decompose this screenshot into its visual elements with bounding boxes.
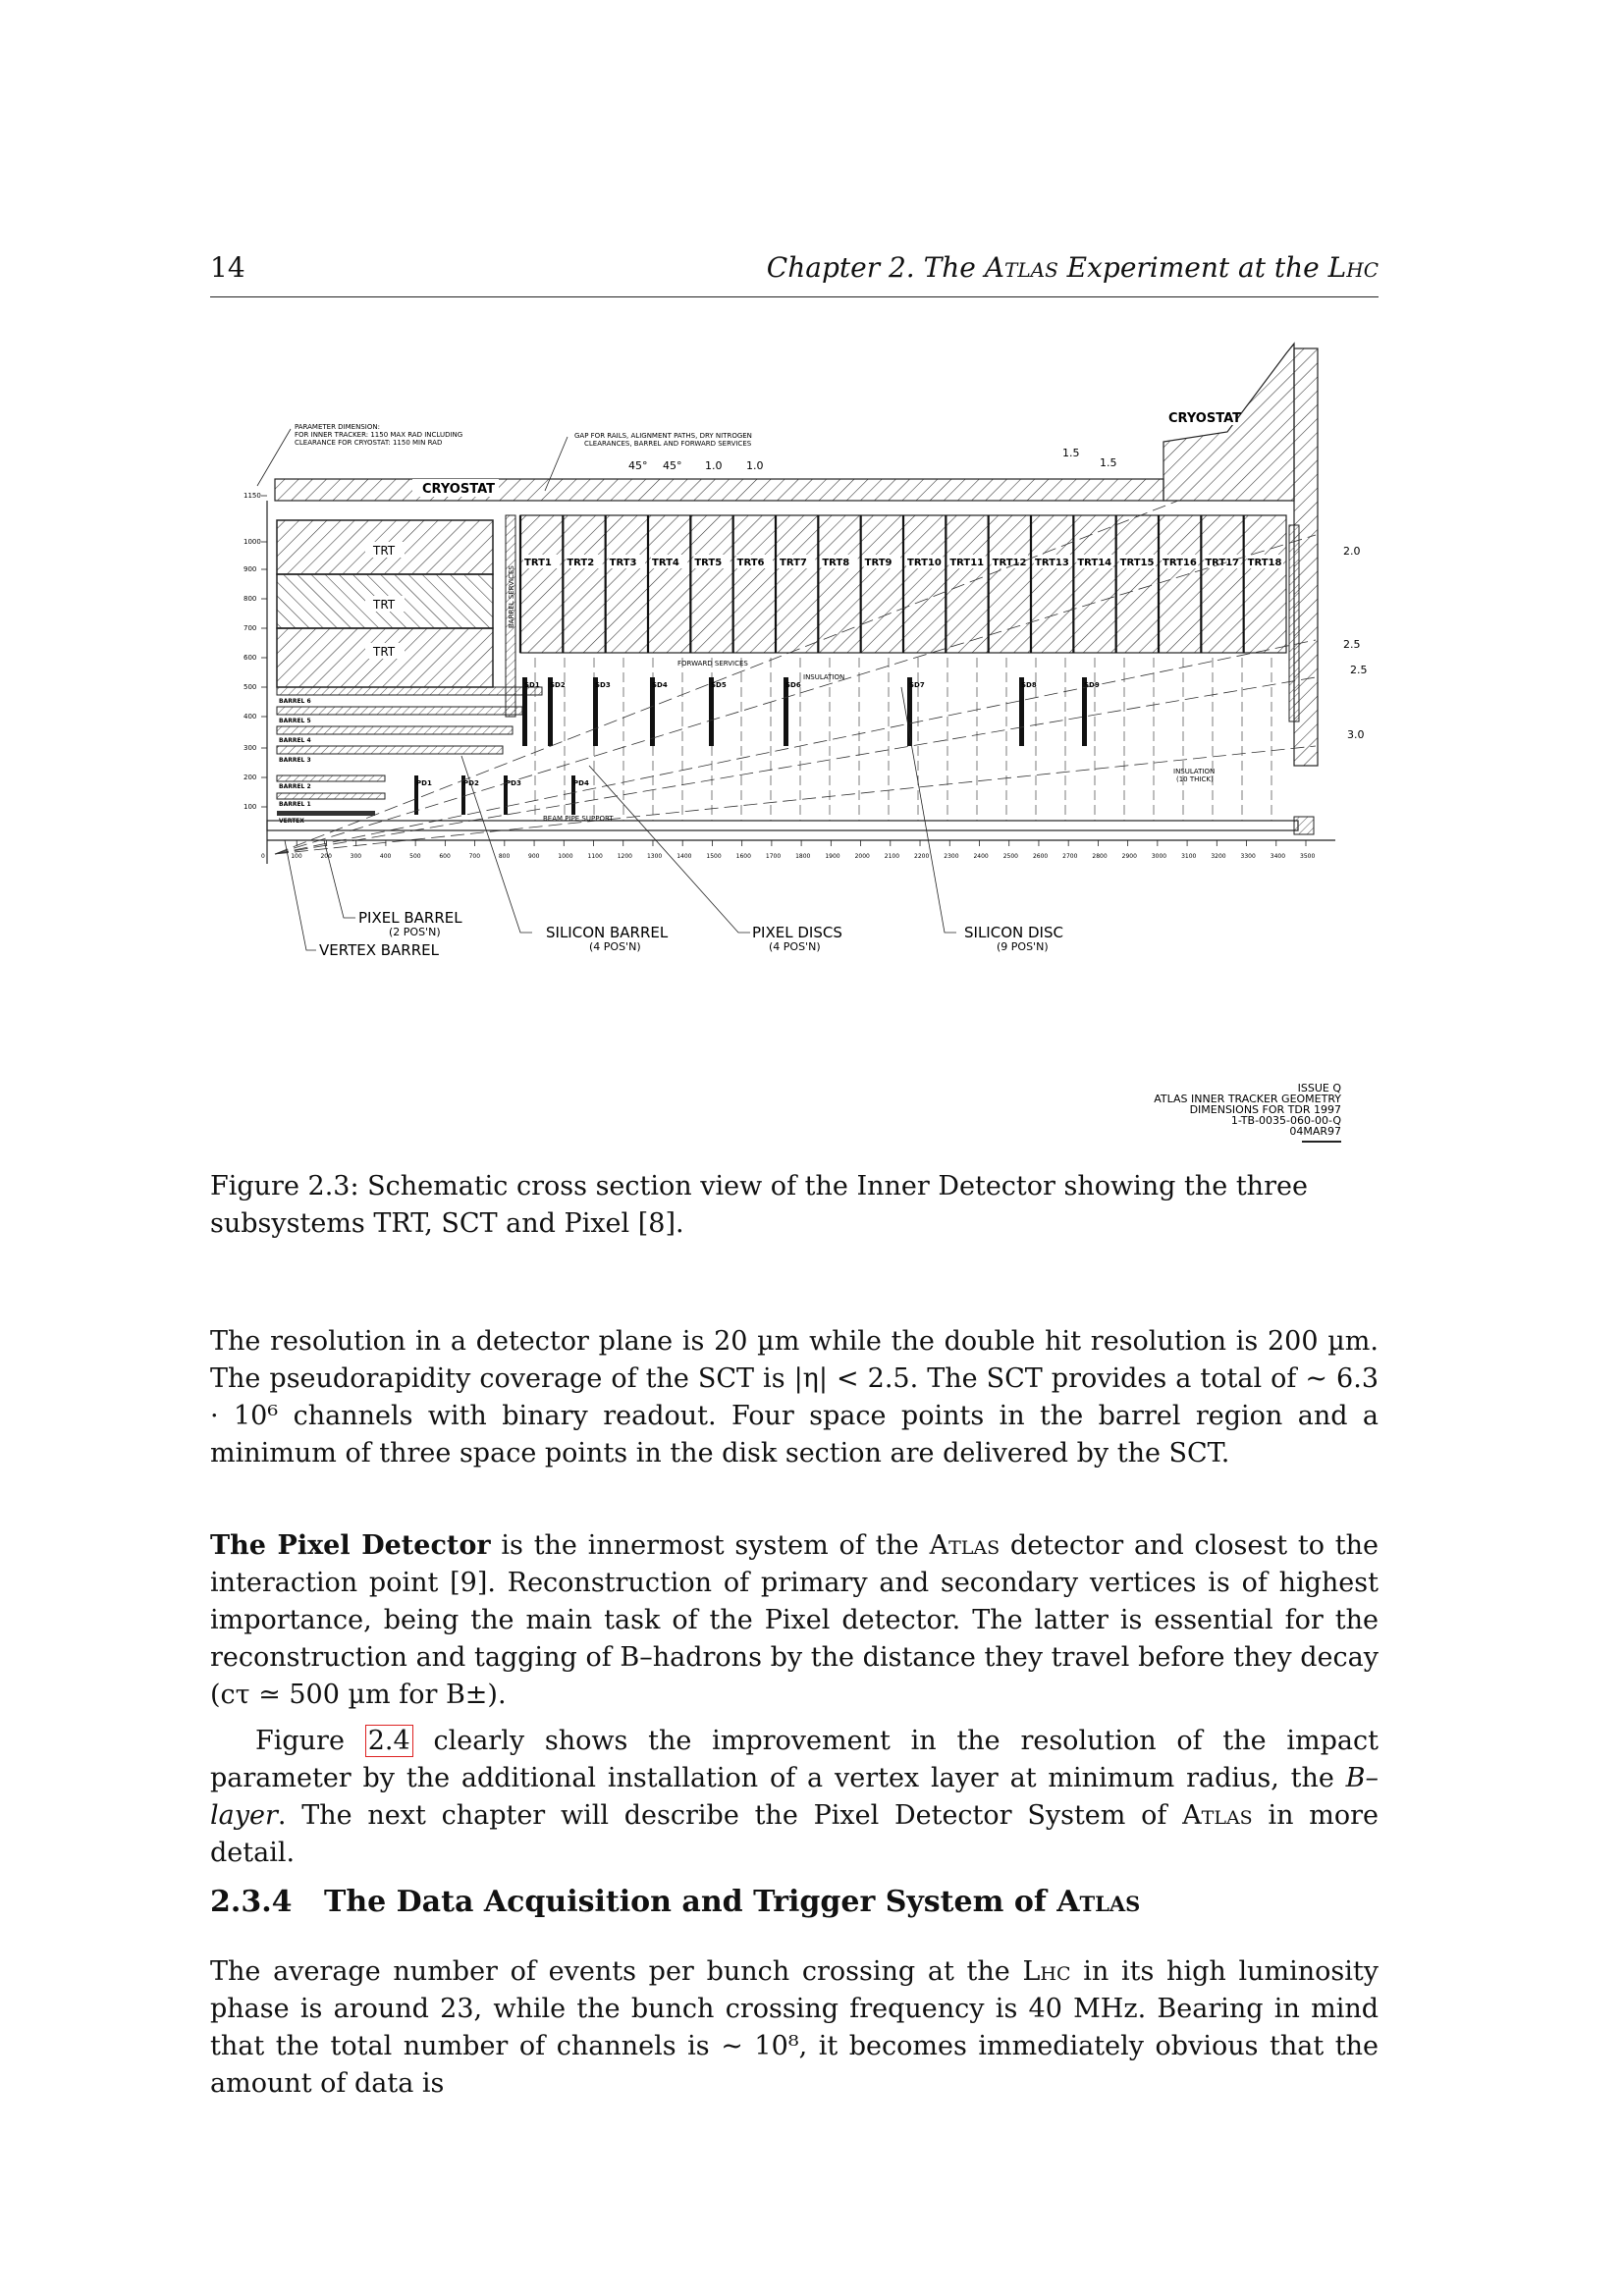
x-tick-label: 3200 (1211, 853, 1226, 860)
x-tick-label: 1700 (765, 853, 782, 860)
trt-wheel-label: TRT12 (992, 558, 1027, 568)
y-tick-label: 100 (243, 803, 257, 811)
x-tick-label: 1300 (646, 853, 663, 860)
y-tick-label: 600 (243, 654, 257, 662)
y-tick-label: 1000 (243, 538, 261, 546)
x-tick-label: 2100 (884, 853, 900, 860)
x-tick-labels (261, 840, 1315, 860)
angle-2: 45° (663, 459, 682, 472)
pixel-disc-label: PD4 (573, 779, 589, 787)
x-tick-label: 1900 (825, 853, 840, 860)
x-tick-label: 2700 (1062, 853, 1078, 860)
trt-wheel-label: TRT4 (652, 558, 679, 568)
trt-wheel-label: TRT16 (1163, 558, 1197, 568)
eta-3-0: 3.0 (1347, 728, 1365, 741)
param-note-1: PARAMETER DIMENSION: (295, 423, 380, 431)
eta-1-5a: 1.5 (1062, 447, 1080, 459)
x-tick-label: 500 (409, 853, 421, 860)
trt-barrel-label-2: TRT (373, 598, 396, 612)
trt-wheel-label: TRT11 (949, 558, 985, 568)
paragraph-b-layer: Figure 2.4 clearly shows the improvement in the resolution of the impact parameter by the additional installation of a vertex layer at minimum radius, the B–layer. The next chapter will describe the Pixel Detector System of Atlas in more detail. (210, 1726, 1380, 1868)
vertex-barrel-label: VERTEX BARREL (319, 941, 439, 959)
sct-disc-label: SD4 (652, 681, 668, 689)
x-tick-label: 200 (320, 853, 332, 860)
barrel-label-1: BARREL 1 (279, 801, 311, 808)
forward-services-note: FORWARD SERVICES (677, 660, 748, 667)
x-tick-label: 2500 (1002, 853, 1018, 860)
x-tick-label: 2800 (1092, 853, 1108, 860)
trt-wheel-label: TRT18 (1247, 558, 1282, 568)
eta-1-5b: 1.5 (1100, 456, 1117, 469)
sct-disc-label: SD3 (595, 681, 611, 689)
x-tick-label: 1200 (617, 853, 633, 860)
paragraph-pixel-detector: The Pixel Detector is the innermost system of the Atlas detector and closest to the interaction point [9]. Reconstruction of primary and secondary vertices is of highest importance, being the main task of the Pixel detector. The latter is essential for the reconstruction and tagging of B–hadrons by the distance they travel before they decay (cτ ≃ 500 µm for B±). (210, 1530, 1379, 1710)
pixel-discs-sub: (4 POS'N) (769, 940, 821, 953)
y-tick-label: 500 (243, 683, 257, 691)
beam-pipe-note: BEAM PIPE SUPPORT (543, 815, 614, 823)
x-tick-label: 1600 (735, 853, 751, 860)
x-tick-label: 2900 (1121, 853, 1137, 860)
x-tick-label: 400 (379, 853, 392, 860)
y-tick-label: 1150 (243, 492, 261, 500)
title-dimensions: DIMENSIONS FOR TDR 1997 (1189, 1103, 1341, 1116)
section-heading: 2.3.4 The Data Acquisition and Trigger System of Atlas (210, 1885, 1141, 1919)
silicon-disc-sub: (9 POS'N) (997, 940, 1049, 953)
pixel-disc-label: PD3 (506, 779, 521, 787)
pixel-disc-labels (416, 779, 589, 787)
eta-2-0: 2.0 (1343, 545, 1361, 558)
trt-wheel-label: TRT1 (524, 558, 552, 568)
insulation-note: INSULATION (803, 673, 845, 681)
trt-wheel-label: TRT9 (864, 558, 893, 568)
param-note-3: CLEARANCE FOR CRYOSTAT: 1150 MIN RAD (295, 439, 443, 447)
end-plate (1289, 525, 1299, 721)
forward-support-lines (535, 658, 1271, 821)
barrel-label-4: BARREL 4 (279, 737, 311, 744)
vertex-label: VERTEX (279, 818, 304, 825)
barrel-label-6: BARREL 6 (279, 698, 311, 705)
sct-disc-label: SD6 (785, 681, 801, 689)
y-tick-label: 700 (243, 624, 257, 632)
cryostat-left-label: CRYOSTAT (422, 482, 495, 497)
eta-2-5b: 2.5 (1350, 664, 1368, 676)
trt-wheel-label: TRT2 (567, 558, 595, 568)
y-tick-labels (243, 492, 267, 811)
barrel-services-label: BARREL SERVICES (508, 565, 515, 628)
y-tick-label: 400 (243, 713, 257, 721)
y-tick-label: 200 (243, 774, 257, 781)
barrel-label-3: BARREL 3 (279, 757, 311, 764)
pixel-barrel-label: PIXEL BARREL (358, 909, 462, 927)
barrel-labels (279, 698, 311, 825)
x-tick-label: 2200 (914, 853, 930, 860)
x-tick-label: 900 (528, 853, 540, 860)
x-tick-label: 1800 (795, 853, 811, 860)
eta-1-0b: 1.0 (746, 459, 764, 472)
pixel-barrel-sub: (2 POS'N) (389, 926, 441, 938)
x-tick-label: 3300 (1240, 853, 1256, 860)
trt-wheel-label: TRT8 (822, 558, 850, 568)
sct-disc-label: SD5 (711, 681, 727, 689)
x-tick-label: 100 (291, 853, 302, 860)
trt-wheel-label: TRT14 (1077, 558, 1112, 568)
gap-note-1: GAP FOR RAILS, ALIGNMENT PATHS, DRY NITROGEN (574, 432, 752, 440)
sct-disc-label: SD8 (1021, 681, 1037, 689)
x-tick-label: 3000 (1151, 853, 1167, 860)
page-number: 14 (210, 251, 245, 284)
cryostat-top-label: CRYOSTAT (1168, 411, 1241, 426)
trt-wheel-label: TRT13 (1035, 558, 1069, 568)
eta-1-0a: 1.0 (705, 459, 723, 472)
pixel-disc-label: PD2 (463, 779, 479, 787)
sct-disc-label: SD7 (909, 681, 925, 689)
trt-barrel-label-3: TRT (373, 645, 396, 659)
title-number: 1-TB-0035-060-00-Q (1230, 1114, 1341, 1127)
trt-barrel-label-1: TRT (373, 544, 396, 558)
x-tick-label: 800 (498, 853, 511, 860)
param-note-2: FOR INNER TRACKER: 1150 MAX RAD INCLUDING (295, 431, 463, 439)
pixel-discs-label: PIXEL DISCS (752, 924, 842, 941)
sct-disc-labels (524, 681, 1100, 689)
trt-wheel-label: TRT10 (907, 558, 942, 568)
sct-disc-label: SD1 (524, 681, 540, 689)
x-tick-label: 700 (468, 853, 481, 860)
insulation-note-2: INSULATION (1173, 768, 1216, 775)
title-issue: ISSUE Q (1297, 1082, 1341, 1095)
barrel-label-2: BARREL 2 (279, 783, 311, 790)
y-tick-label: 800 (243, 595, 257, 603)
angle-1: 45° (628, 459, 648, 472)
x-tick-label: 3400 (1270, 853, 1286, 860)
cryostat-band (275, 479, 1163, 501)
chapter-title: Chapter 2. The Atlas Experiment at the Lhc (766, 251, 1379, 284)
sct-barrels (277, 687, 542, 816)
trt-wheel-label: TRT6 (736, 558, 765, 568)
silicon-barrel-label: SILICON BARREL (546, 924, 669, 941)
title-name: ATLAS INNER TRACKER GEOMETRY (1154, 1093, 1341, 1105)
x-tick-label: 1400 (676, 853, 692, 860)
figure-caption: Figure 2.3: Schematic cross section view of the Inner Detector showing the three subsystems TRT, SCT and Pixel [8]. (210, 1171, 1308, 1239)
subsystem-labels (319, 909, 1063, 959)
pixel-detector-heading: The Pixel Detector (210, 1530, 491, 1561)
trt-wheel-label: TRT7 (780, 558, 807, 568)
barrel-label-5: BARREL 5 (279, 718, 311, 724)
silicon-disc-label: SILICON DISC (964, 924, 1063, 941)
x-tick-label: 3500 (1300, 853, 1316, 860)
x-tick-label: 600 (439, 853, 451, 860)
drawing-title-block (1154, 1082, 1341, 1142)
x-tick-label: 2300 (944, 853, 959, 860)
y-tick-label: 900 (243, 565, 257, 573)
paragraph-daq: The average number of events per bunch crossing at the Lhc in its high luminosity phase is around 23, while the bunch crossing frequency is 40 MHz. Bearing in mind that the total number of channels is ~ 10⁸, it becomes immediately obvious that the amount of data is (210, 1956, 1379, 2099)
figure-2-4-link[interactable]: 2.4 (365, 1725, 413, 1757)
x-tick-label: 2400 (973, 853, 989, 860)
pixel-disc-label: PD1 (416, 779, 432, 787)
eta-2-5a: 2.5 (1343, 638, 1361, 651)
paragraph-sct-resolution: The resolution in a detector plane is 20 µm while the double hit resolution is 200 µm. The pseudorapidity coverage of the SCT is |η| < 2.5. The SCT provides a total of ~ 6.3 · 10⁶ channels with binary readout. Four space points in the barrel region and a minimum of three space points in the disk section are delivered by the SCT. (210, 1326, 1379, 1468)
title-date: 04MAR97 (1289, 1125, 1341, 1138)
trt-wheel-label: TRT15 (1119, 558, 1155, 568)
x-tick-label: 0 (261, 853, 265, 860)
silicon-barrel-sub: (4 POS'N) (589, 940, 641, 953)
x-tick-label: 1100 (587, 853, 603, 860)
y-tick-label: 300 (243, 744, 257, 752)
x-tick-label: 300 (350, 853, 362, 860)
x-tick-label: 2600 (1032, 853, 1049, 860)
sct-disc-label: SD2 (550, 681, 566, 689)
gap-note-2: CLEARANCES, BARREL AND FORWARD SERVICES (584, 440, 752, 448)
beam-pipe-flange (1294, 817, 1314, 834)
trt-wheel-label: TRT5 (694, 558, 723, 568)
x-tick-label: 2000 (854, 853, 870, 860)
trt-wheel-label: TRT3 (609, 558, 637, 568)
insulation-thick-note: (10 THICK) (1176, 775, 1214, 783)
trt-wheel-label: TRT17 (1205, 558, 1240, 568)
sct-disc-label: SD9 (1084, 681, 1100, 689)
x-tick-label: 1500 (706, 853, 722, 860)
x-tick-label: 3100 (1181, 853, 1197, 860)
x-tick-label: 1000 (558, 853, 573, 860)
